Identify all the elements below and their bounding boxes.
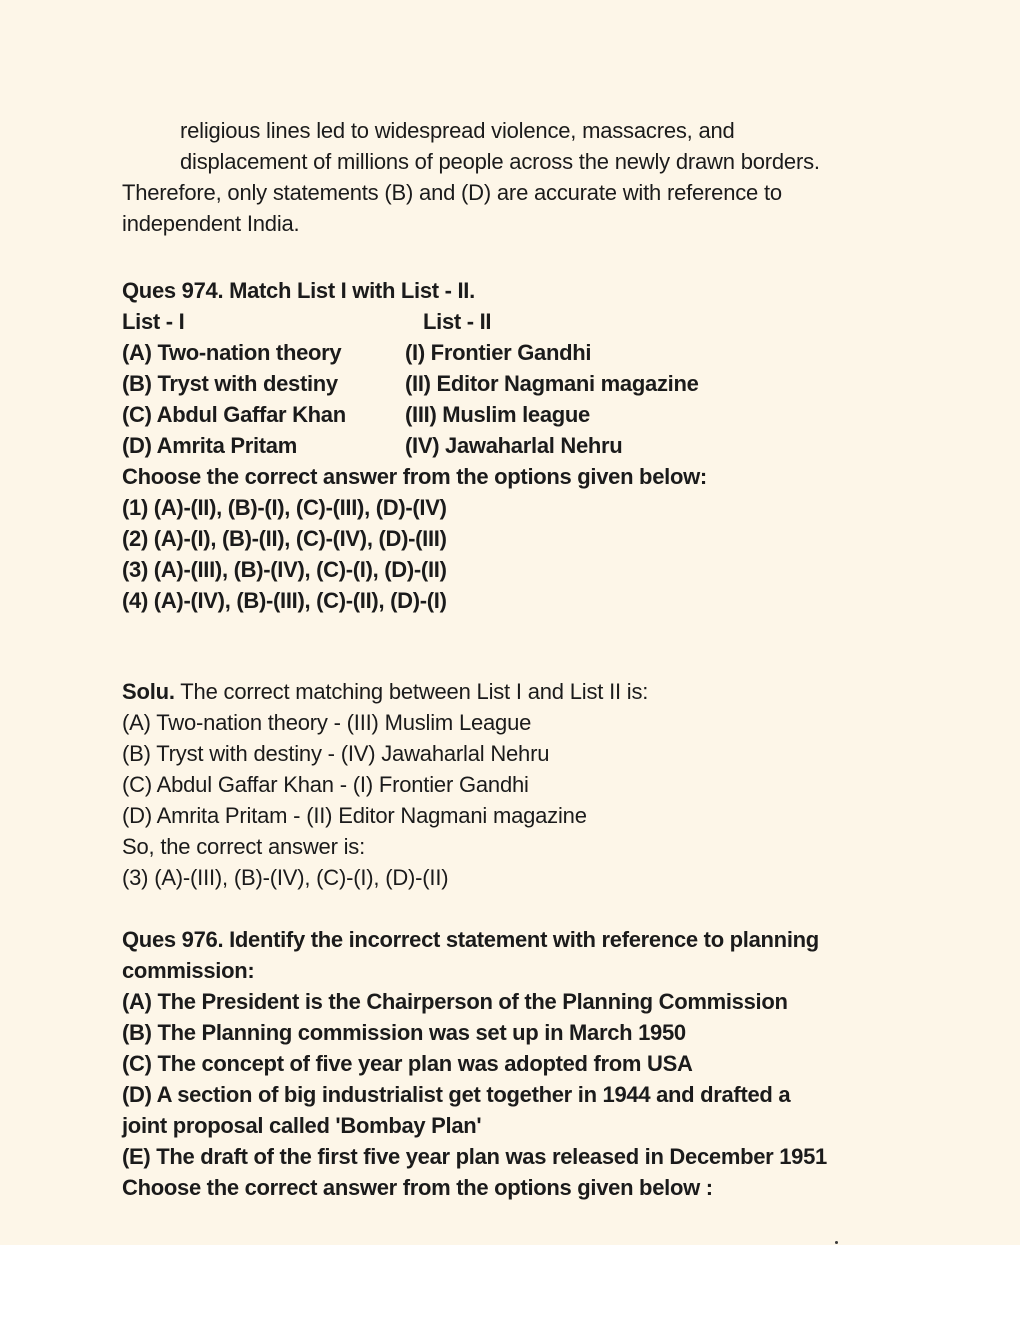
question-line: joint proposal called 'Bombay Plan': [122, 1113, 482, 1138]
solution-line: (3) (A)-(III), (B)-(IV), (C)-(I), (D)-(II): [122, 865, 449, 890]
solution-line: (A) Two-nation theory - (III) Muslim League: [122, 710, 532, 735]
solution-line: (C) Abdul Gaffar Khan - (I) Frontier Gandhi: [122, 772, 529, 797]
question-line: (A) The President is the Chairperson of the Planning Commission: [122, 989, 788, 1014]
question-line: (C) The concept of five year plan was adopted from USA: [122, 1051, 693, 1076]
question-line: (D) A section of big industrialist get together in 1944 and drafted a: [122, 1082, 791, 1107]
answer-option: (2) (A)-(I), (B)-(II), (C)-(IV), (D)-(III): [122, 526, 447, 551]
list-1-header: List - I: [122, 309, 185, 334]
list-2-item: (III) Muslim league: [405, 402, 590, 427]
question-974: [122, 275, 992, 616]
solution-line: So, the correct answer is:: [122, 834, 366, 859]
match-pair-row: [122, 368, 992, 399]
choose-instruction: Choose the correct answer from the options given below:: [122, 464, 707, 489]
match-pair-row: [122, 430, 992, 461]
list-2-item: (II) Editor Nagmani magazine: [405, 371, 699, 396]
match-pair-row: [122, 337, 992, 368]
question-line: commission:: [122, 958, 255, 983]
list-2-item: (I) Frontier Gandhi: [405, 340, 592, 365]
solution-line: (D) Amrita Pritam - (II) Editor Nagmani magazine: [122, 803, 587, 828]
question-974-title: Ques 974. Match List I with List - II.: [122, 278, 475, 303]
answer-options: [122, 492, 992, 616]
list-1-item: (C) Abdul Gaffar Khan: [122, 402, 346, 427]
paragraph-line: independent India.: [122, 211, 300, 236]
question-line: (E) The draft of the first five year plan was released in December 1951: [122, 1144, 827, 1169]
question-976: [122, 924, 992, 1203]
question-line: Ques 976. Identify the incorrect statement with reference to planning: [122, 927, 819, 952]
solution-line: (B) Tryst with destiny - (IV) Jawaharlal Nehru: [122, 741, 550, 766]
paragraph-line: displacement of millions of people across the newly drawn borders.: [180, 149, 820, 174]
question-line: (B) The Planning commission was set up in March 1950: [122, 1020, 686, 1045]
answer-option: (4) (A)-(IV), (B)-(III), (C)-(II), (D)-(I): [122, 588, 447, 613]
intro-paragraph: [122, 115, 992, 239]
list-header-row: [122, 306, 992, 337]
list-2-header: List - II: [423, 309, 492, 334]
list-2-item: (IV) Jawaharlal Nehru: [405, 433, 623, 458]
solution-974: [122, 676, 992, 893]
match-pairs: [122, 337, 992, 461]
solution-intro-text: The correct matching between List I and List II is:: [174, 679, 649, 704]
answer-option: (1) (A)-(II), (B)-(I), (C)-(III), (D)-(IV): [122, 495, 447, 520]
question-line: Choose the correct answer from the options given below :: [122, 1175, 713, 1200]
answer-option: (3) (A)-(III), (B)-(IV), (C)-(I), (D)-(II): [122, 557, 447, 582]
solution-intro-line: [122, 676, 992, 707]
intro-flush-lines: [122, 177, 992, 239]
footer-band: [0, 1245, 1020, 1320]
match-pair-row: [122, 399, 992, 430]
solution-lines: [122, 707, 992, 893]
list-1-item: (D) Amrita Pritam: [122, 433, 298, 458]
solution-label: Solu.: [122, 679, 175, 704]
intro-indented-lines: [122, 115, 992, 177]
list-1-item: (A) Two-nation theory: [122, 340, 342, 365]
paragraph-line: Therefore, only statements (B) and (D) are accurate with reference to: [122, 180, 782, 205]
paragraph-line: religious lines led to widespread violence, massacres, and: [180, 118, 735, 143]
list-1-item: (B) Tryst with destiny: [122, 371, 338, 396]
page-dot: [835, 1241, 838, 1244]
